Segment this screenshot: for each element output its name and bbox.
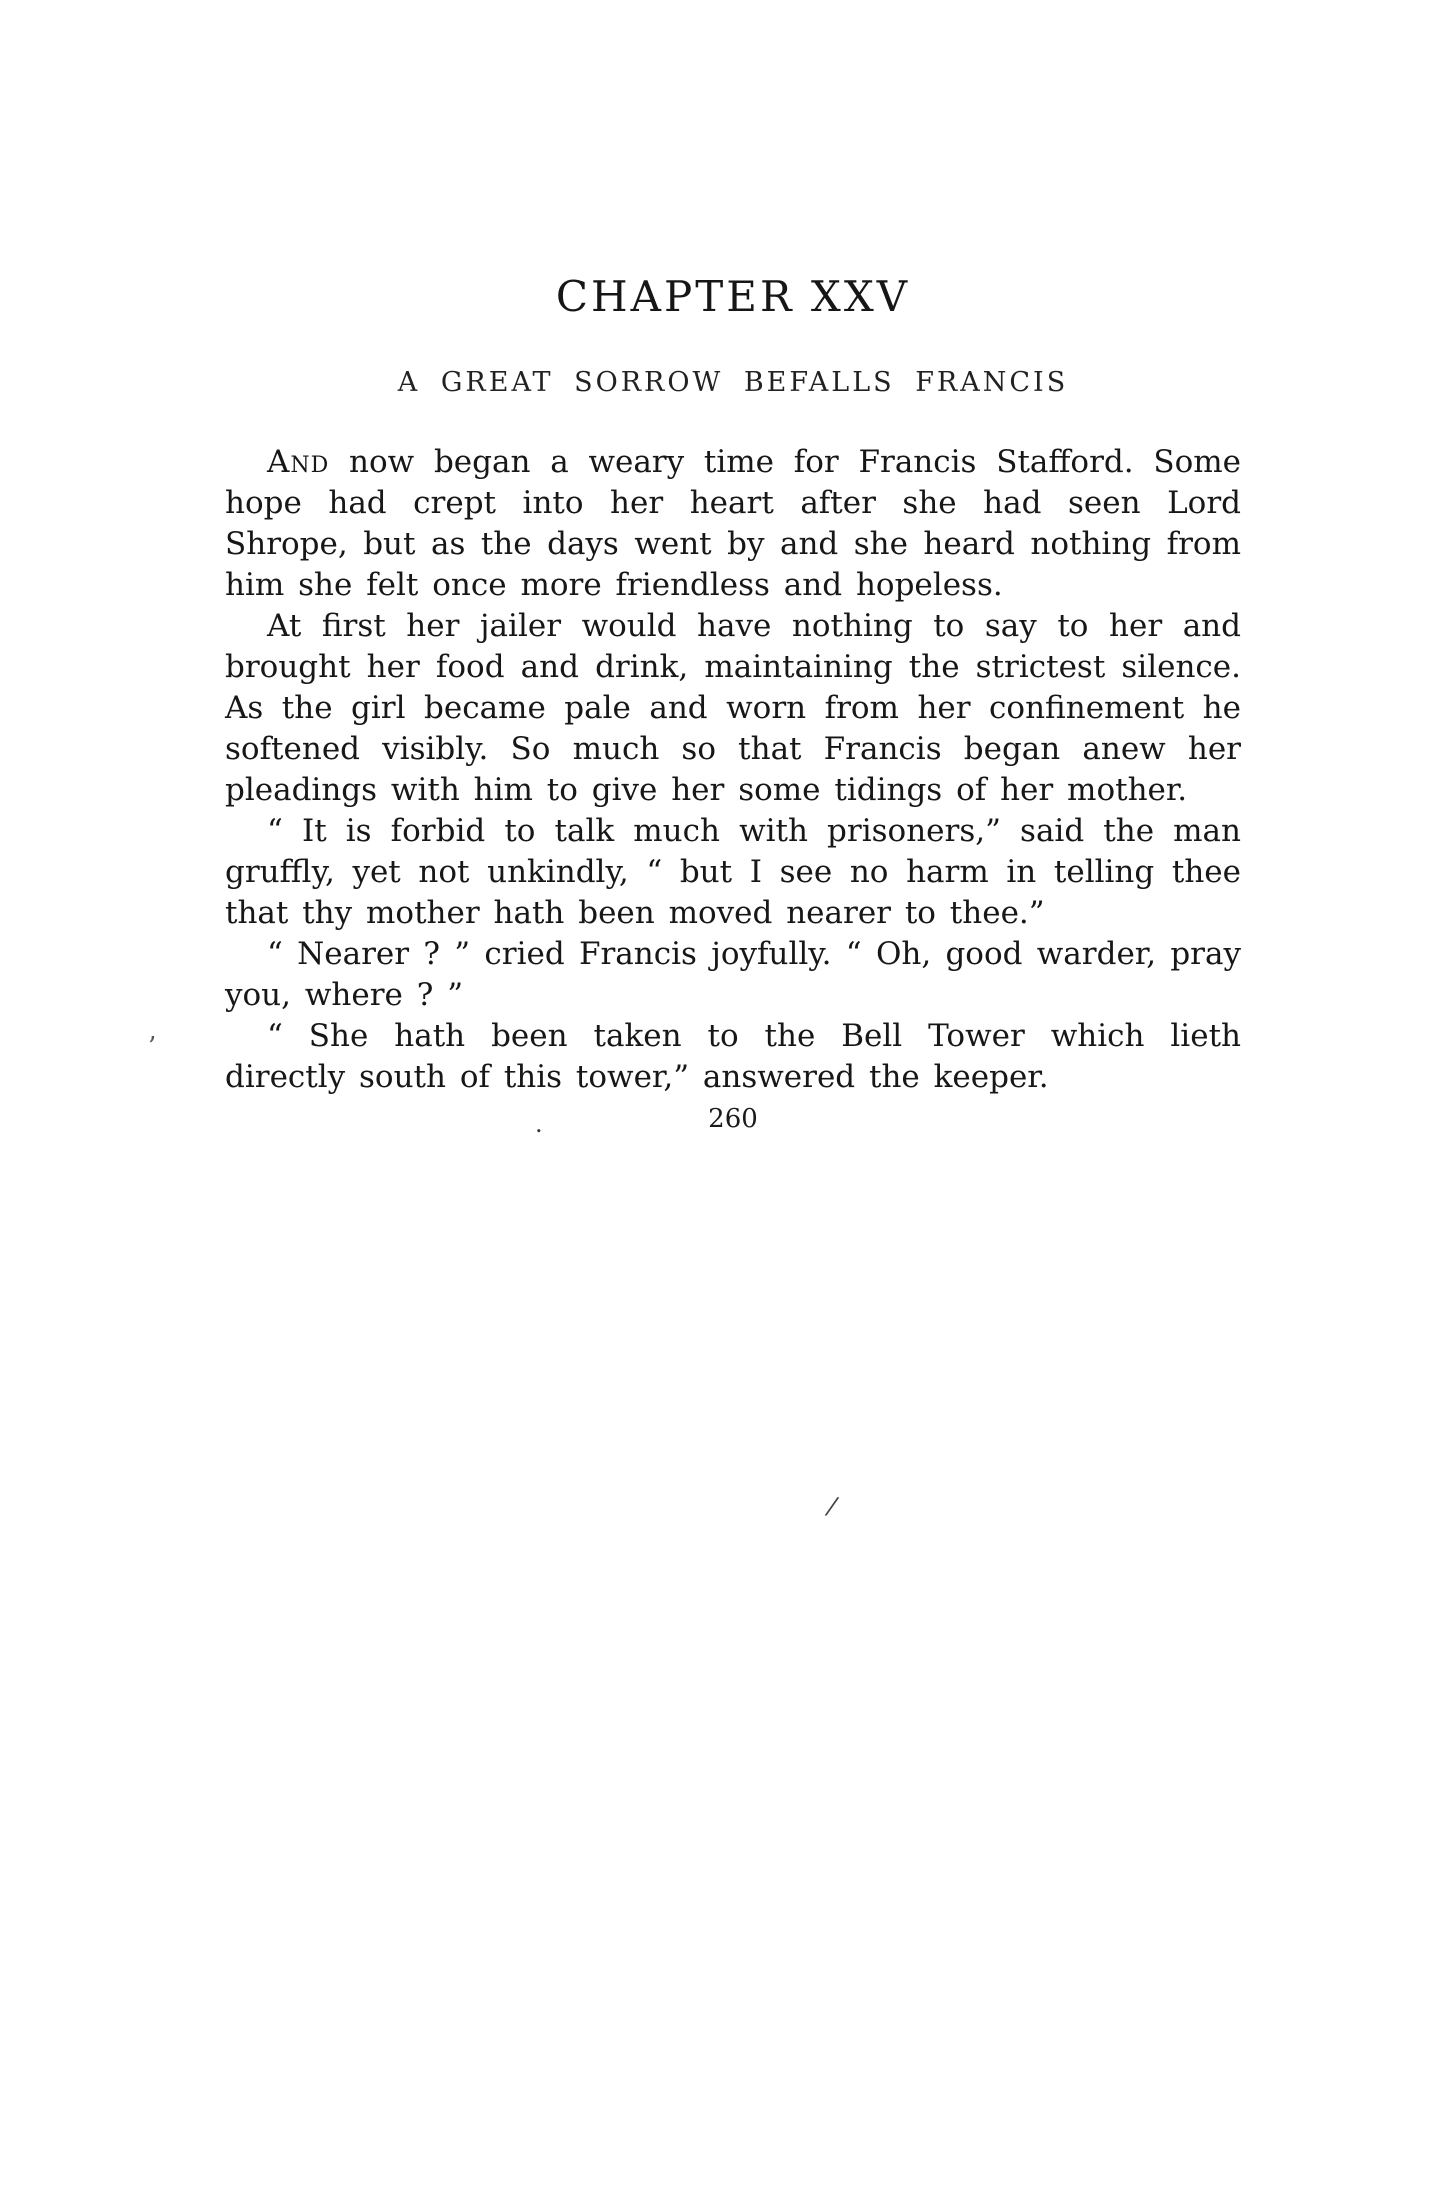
paragraph-1: [225, 442, 1241, 606]
paragraph-1-text: now began a weary time for Francis Stafford. Some hope had crept into her heart after she had seen Lord Shrope, but as the days went by and she heard nothing from him she felt once more friendless and hopeless.: [225, 444, 1241, 603]
scan-dot-mark: .: [535, 1110, 543, 1138]
paragraph-2: At first her jailer would have nothing to say to her and brought her food and drink, maintaining the strictest silence. As the girl became pale and worn from her confinement he softened visibly. So much so that Francis began anew her pleadings with him to give her some tidings of her mother.: [225, 608, 1241, 808]
body-text: [225, 442, 1241, 1098]
lead-word: And: [267, 444, 330, 480]
paragraph-5: “ She hath been taken to the Bell Tower which lieth directly south of this tower,” answered the keeper.: [225, 1018, 1241, 1095]
page-footer: [225, 1104, 1241, 1138]
chapter-title: CHAPTER XXV: [555, 272, 911, 321]
scan-apostrophe-mark: ’: [148, 1032, 157, 1062]
page-number: 260: [708, 1104, 758, 1134]
paragraph-4: “ Nearer ? ” cried Francis joyfully. “ Oh, good warder, pray you, where ? ”: [225, 936, 1241, 1013]
chapter-subtitle: A GREAT SORROW BEFALLS FRANCIS: [397, 367, 1069, 398]
paragraph-3: “ It is forbid to talk much with prisoners,” said the man gruffly, yet not unkindly, “ but I see no harm in telling thee that thy mother hath been moved nearer to thee.”: [225, 813, 1241, 931]
text-block: [225, 272, 1241, 1138]
scan-slash-mark: /: [826, 1491, 839, 1521]
